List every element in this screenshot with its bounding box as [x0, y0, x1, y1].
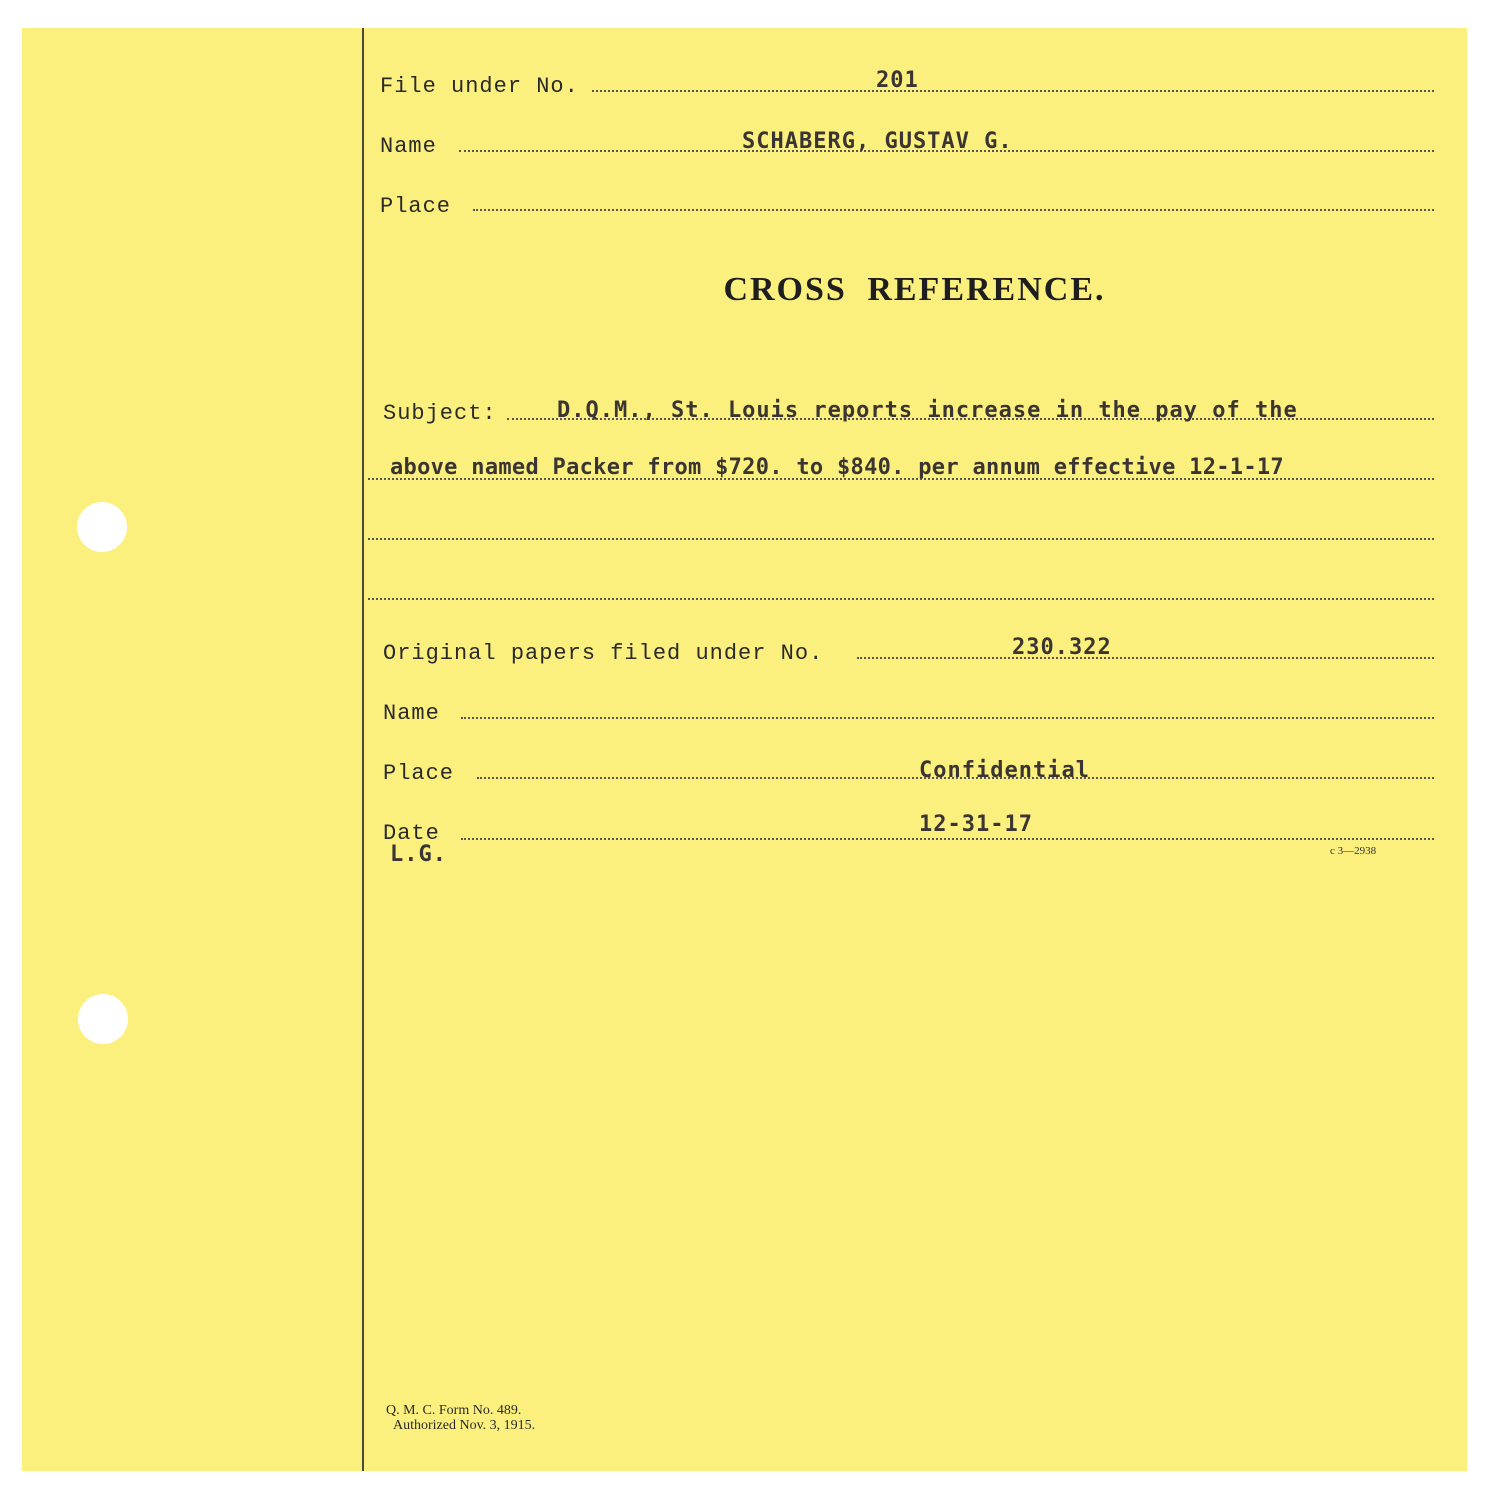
margin-rule [362, 28, 364, 1471]
name-value: SCHABERG, GUSTAV G. [742, 129, 1013, 154]
subject-line-4 [368, 598, 1434, 600]
date-line [461, 838, 1434, 840]
print-code: c 3—2938 [1330, 845, 1377, 857]
original-name-label: Name [383, 701, 440, 726]
place-label: Place [380, 194, 452, 219]
file-under-line [592, 90, 1434, 92]
date-label: Date [383, 821, 440, 846]
page-title: CROSS REFERENCE. [723, 271, 1106, 308]
name-label: Name [380, 134, 437, 159]
punch-hole-bottom [78, 994, 128, 1044]
form-authorized-date: Authorized Nov. 3, 1915. [393, 1418, 536, 1433]
subject-text-line-1: D.Q.M., St. Louis reports increase in the pay of the [557, 398, 1298, 423]
cross-reference-card [22, 28, 1467, 1471]
subject-label: Subject: [383, 401, 497, 426]
file-under-label: File under No. [380, 74, 579, 99]
subject-line-3 [368, 538, 1434, 540]
typist-initials: L.G. [390, 842, 447, 867]
original-papers-value: 230.322 [1012, 635, 1112, 660]
original-place-value: Confidential [919, 758, 1090, 783]
place-line [473, 209, 1434, 211]
subject-text-line-2: above named Packer from $720. to $840. per annum effective 12-1-17 [390, 455, 1284, 480]
punch-hole-top [77, 502, 127, 552]
file-under-value: 201 [876, 68, 919, 93]
date-value: 12-31-17 [919, 812, 1033, 837]
original-papers-label: Original papers filed under No. [383, 641, 824, 666]
original-name-line [461, 717, 1434, 719]
form-number: Q. M. C. Form No. 489. [386, 1403, 522, 1418]
original-place-label: Place [383, 761, 455, 786]
original-papers-line [857, 657, 1434, 659]
